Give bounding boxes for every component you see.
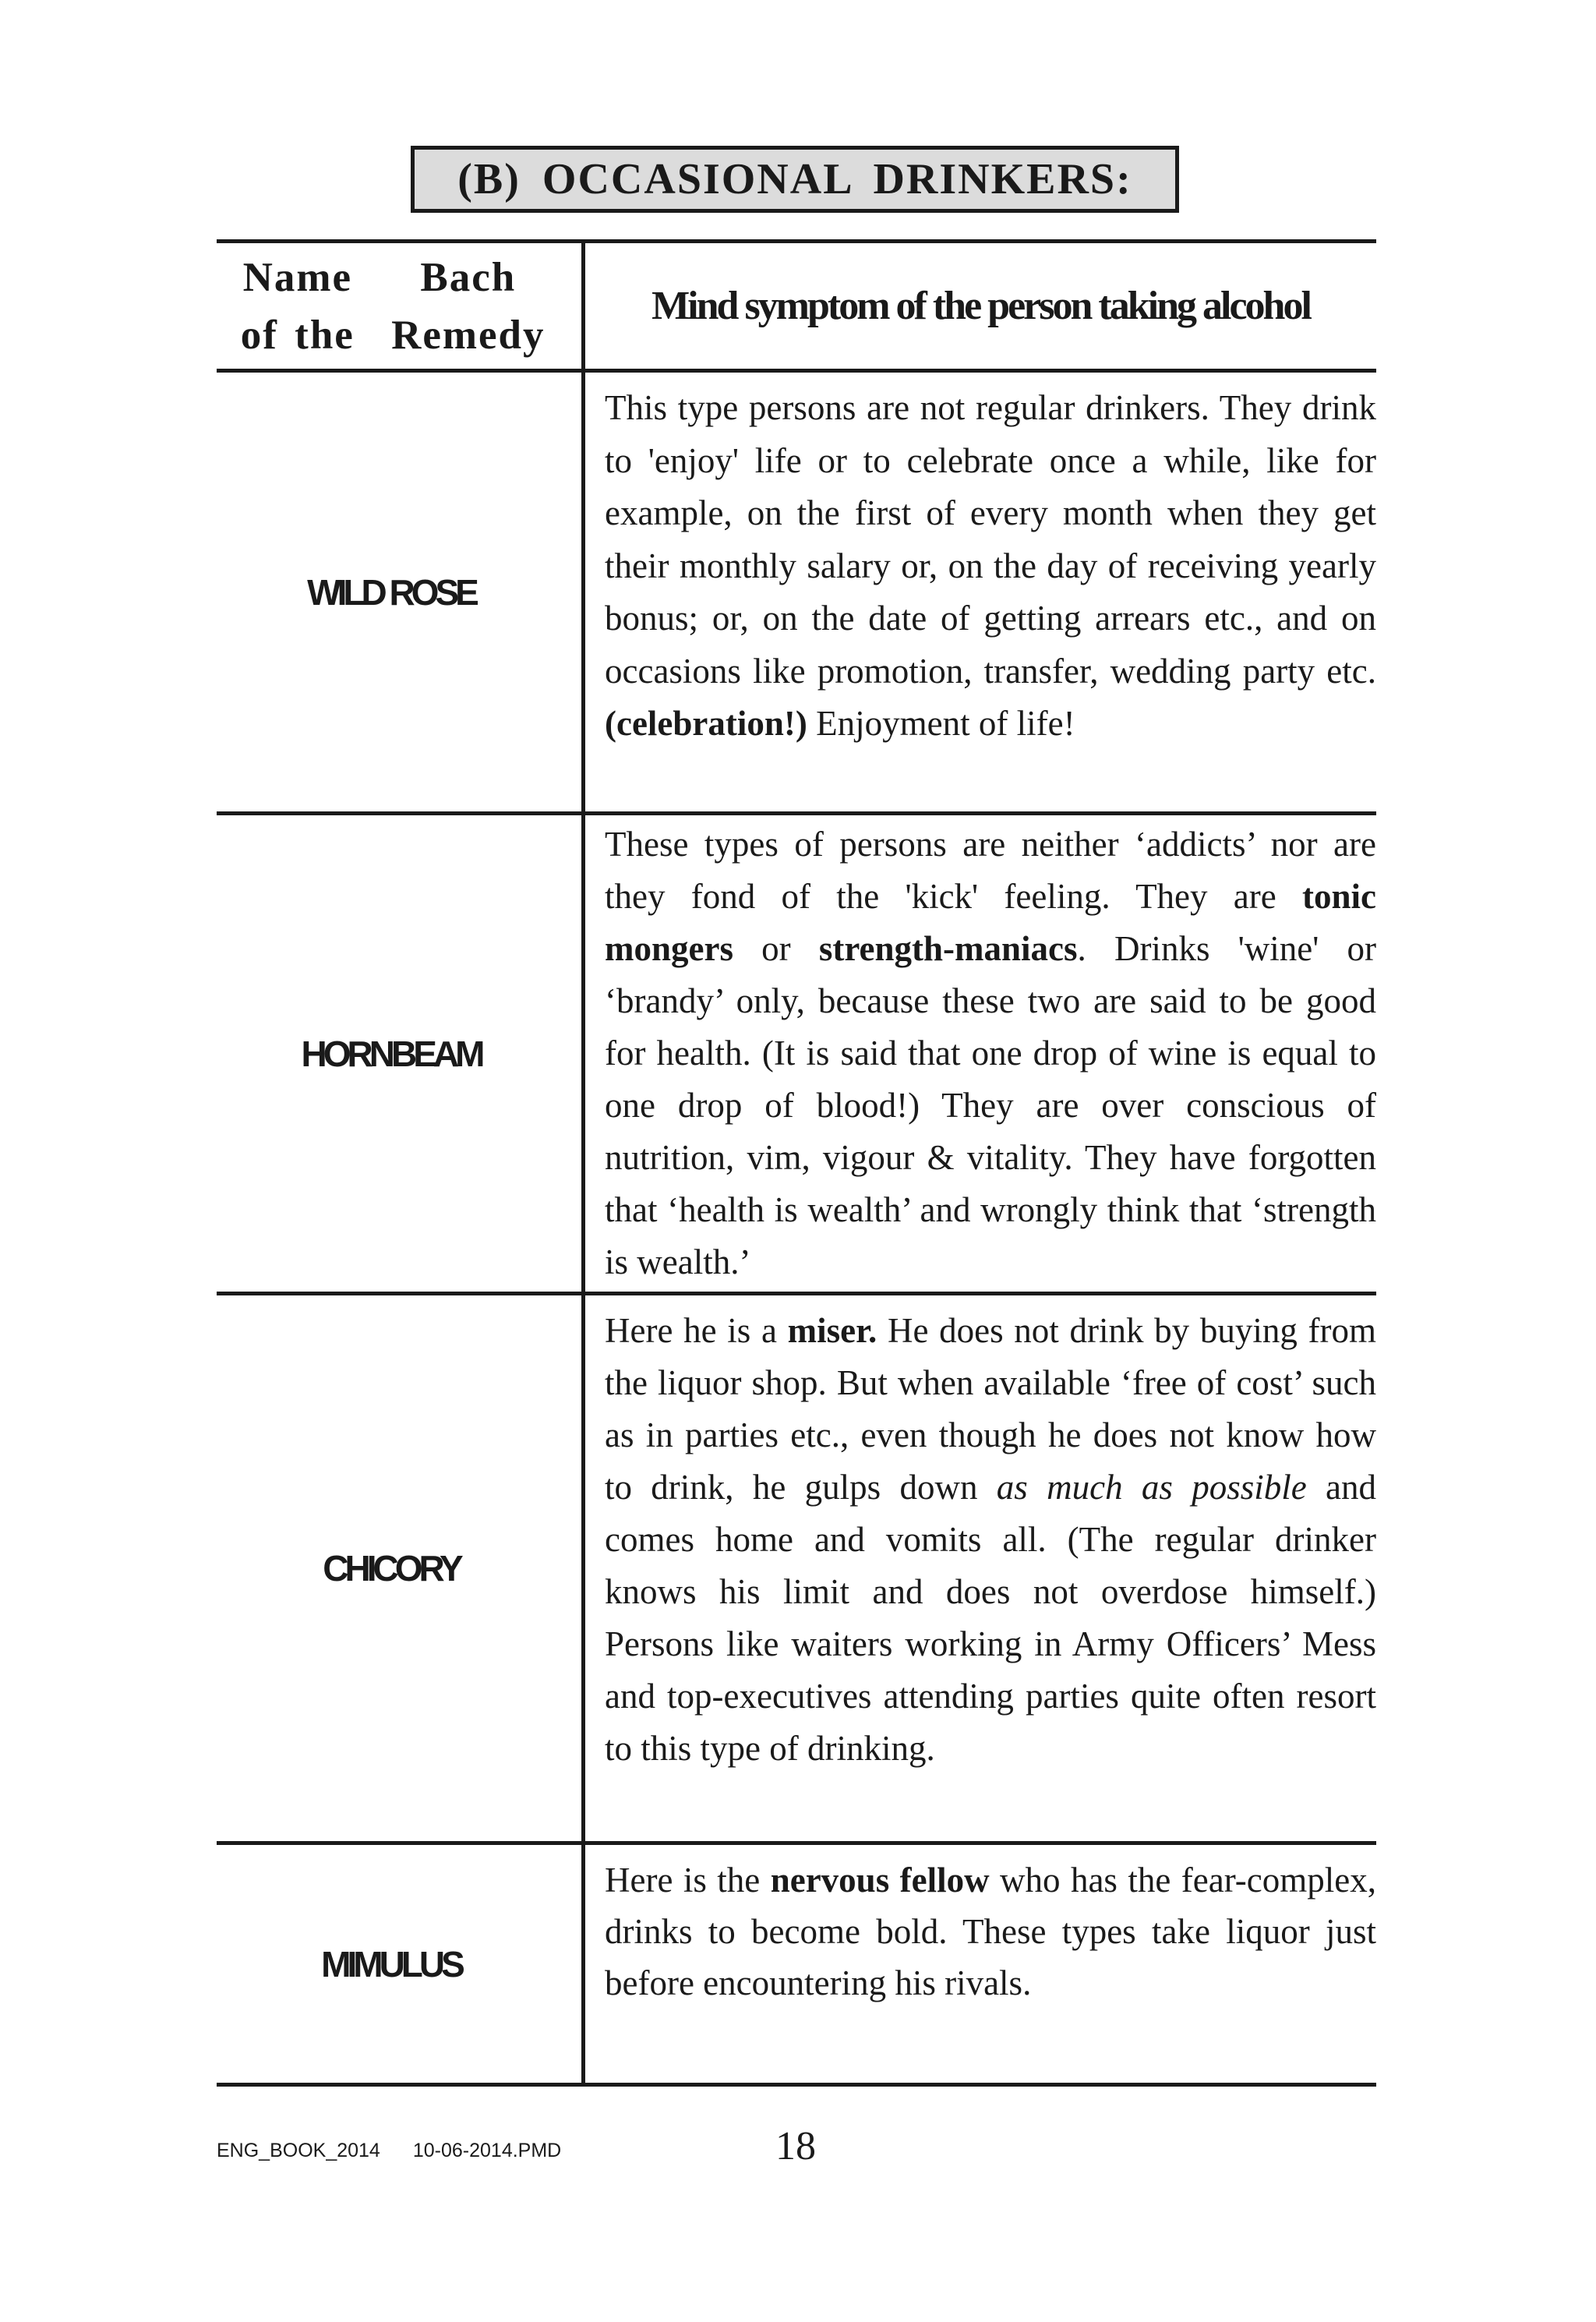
header-name-line2: Bach Remedy <box>391 254 546 358</box>
remedy-description <box>581 373 1376 811</box>
header-name-line1: Name of the <box>240 254 355 358</box>
remedy-description <box>581 1845 1376 2083</box>
emphasis-bold: miser. <box>787 1311 877 1350</box>
emphasis-bold: nervous fellow <box>770 1861 990 1900</box>
remedy-name: MIMULUS <box>321 1943 461 1984</box>
remedy-name: WILD ROSE <box>307 571 475 613</box>
table-row <box>217 815 1376 1295</box>
remedy-name: CHICORY <box>323 1548 460 1589</box>
text-run: This type persons are not regular drinkers. They drink to 'enjoy' life or to celebrate once a while, like for example, on the first of every month when they get their monthly salary or, on the day of receiving yearly bonus; or, on the date of getting arrears etc., and on occasions like promotion, transfer, wedding party etc. <box>605 388 1376 691</box>
footer-file-info <box>217 2140 561 2162</box>
text-run: and comes home and vomits all. (The regular drinker knows his limit and does not overdose himself.) Persons like waiters working in Army Officers’ Mess and top-executives attending parties quite often resort to this type of drinking. <box>605 1468 1377 1768</box>
table-row <box>217 373 1376 815</box>
text-run: Here he is a <box>605 1311 788 1350</box>
table-header-row <box>217 239 1376 373</box>
emphasis-bold: tonic mongers <box>605 877 1376 968</box>
text-run: or <box>733 929 819 968</box>
footer-book-code: ENG_BOOK_2014 <box>217 2140 380 2161</box>
remedy-name: HORNBEAM <box>301 1033 482 1074</box>
header-remedy-name <box>217 243 581 369</box>
section-title: (B) OCCASIONAL DRINKERS: <box>411 146 1179 213</box>
header-mind-symptom: Mind symptom of the person taking alcohol <box>581 243 1376 369</box>
emphasis-italic: as much as possible <box>996 1468 1307 1507</box>
page-number: 18 <box>775 2124 816 2168</box>
text-run: who has the fear-complex, drinks to become bold. These types take liquor just before encountering his rivals. <box>605 1861 1376 2002</box>
remedy-description <box>581 1295 1376 1841</box>
text-run: He does not drink by buying from the liquor shop. But when available ‘free of cost’ such as in parties etc., even though he does not know how to drink, he gulps down <box>605 1311 1377 1507</box>
remedy-description <box>581 815 1376 1292</box>
footer-file-name: 10-06-2014.PMD <box>412 2140 562 2161</box>
text-run: . Drinks 'wine' or ‘brandy’ only, because these two are said to be good for health. (It is said that one drop of wine is equal to one drop of blood!) They are over conscious of nutrition, vim, vigour & vitality. They have forgotten that ‘health is wealth’ and wrongly think that ‘strength is wealth.’ <box>605 929 1376 1281</box>
table-row <box>217 1845 1376 2087</box>
text-run: These types of persons are neither ‘addicts’ nor are they fond of the 'kick' feeling. They are <box>605 825 1376 916</box>
text-run: Enjoyment of life! <box>807 704 1075 743</box>
table-row <box>217 1295 1376 1845</box>
text-run: Here is the <box>605 1861 771 1900</box>
emphasis-bold: strength-maniacs <box>818 929 1078 968</box>
emphasis-bold: (celebration!) <box>605 704 807 743</box>
remedy-table <box>217 239 1376 2087</box>
